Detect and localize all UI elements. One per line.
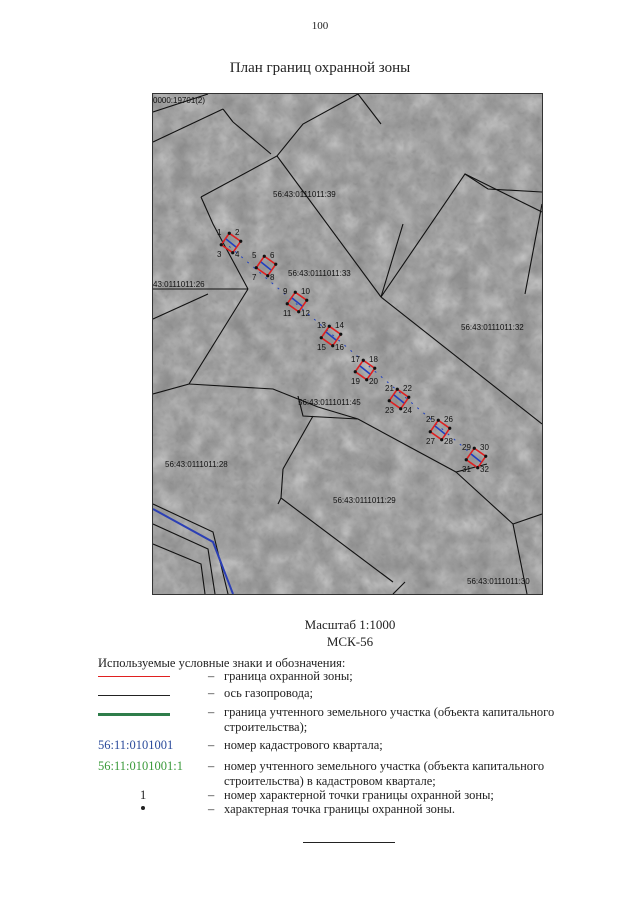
zone-point-number: 3	[217, 250, 222, 259]
zone-point-number: 8	[270, 273, 275, 282]
zone-point-number: 4	[235, 250, 240, 259]
zone-point	[476, 466, 479, 469]
scale-text: Масштаб 1:1000	[304, 617, 396, 632]
parcel-label: 56:43:0111011:30	[467, 577, 530, 586]
zone-point-number: 20	[369, 377, 378, 386]
zone-point-number: 17	[351, 355, 360, 364]
zone-point	[263, 255, 266, 258]
zone-point-number: 5	[252, 251, 257, 260]
zone-point-number: 28	[444, 437, 453, 446]
zone-point	[437, 419, 440, 422]
zone-point	[294, 291, 297, 294]
zone-point	[266, 274, 269, 277]
black-line-symbol	[98, 686, 203, 700]
zone-point-number: 32	[480, 465, 489, 474]
zone-point	[440, 438, 443, 441]
cadastral-map	[152, 93, 543, 595]
bottom-rule	[303, 842, 395, 843]
zone-point	[228, 232, 231, 235]
zone-point-number: 15	[317, 343, 326, 352]
zone-point	[231, 251, 234, 254]
zone-point	[396, 388, 399, 391]
zone-point-number: 30	[480, 443, 489, 452]
zone-point	[465, 458, 468, 461]
parcel-label: 56:43:0111011:28	[165, 460, 228, 469]
zone-point-number: 11	[283, 309, 292, 318]
zone-point-number: 6	[270, 251, 275, 260]
zone-point-number: 26	[444, 415, 453, 424]
zone-point-number: 13	[317, 321, 326, 330]
zone-point-number: 25	[426, 415, 435, 424]
parcel-label: 56:43:0111011:32	[461, 323, 524, 332]
zone-point-number: 10	[301, 287, 310, 296]
coordinate-system: МСК-56	[326, 634, 374, 649]
legend-title: Используемые условные знаки и обозначения:	[98, 656, 346, 670]
parcel-label: 0000:19701(2)	[153, 96, 206, 105]
zone-point-number: 23	[385, 406, 394, 415]
parcel-number-example: 56:11:0101001:1	[98, 759, 183, 773]
zone-point	[484, 455, 487, 458]
page-number: 100	[311, 20, 329, 32]
zone-point	[220, 243, 223, 246]
zone-point-number: 22	[403, 384, 412, 393]
zone-point	[239, 240, 242, 243]
zone-point	[362, 359, 365, 362]
zone-point	[429, 430, 432, 433]
zone-point	[305, 299, 308, 302]
quarter-number-example: 56:11:0101001	[98, 738, 174, 752]
zone-point	[473, 447, 476, 450]
zone-point-number: 2	[235, 228, 240, 237]
zone-point-number: 21	[385, 384, 394, 393]
zone-point	[365, 378, 368, 381]
zone-point	[373, 367, 376, 370]
zone-point-number: 18	[369, 355, 378, 364]
zone-point-number: 31	[462, 465, 471, 474]
zone-point	[274, 263, 277, 266]
point-dot-symbol	[141, 806, 145, 810]
zone-point-number: 9	[283, 287, 288, 296]
zone-point	[354, 370, 357, 373]
parcel-label: 43:0111011:26	[153, 280, 205, 289]
zone-point	[388, 399, 391, 402]
zone-point	[407, 396, 410, 399]
page-title: План границ охранной зоны	[229, 60, 411, 76]
zone-point-number: 12	[301, 309, 310, 318]
zone-point	[255, 266, 258, 269]
zone-point-number: 16	[335, 343, 344, 352]
red-line-symbol	[98, 669, 203, 683]
parcel-label: 56:43:0111011:39	[273, 190, 336, 199]
parcel-label: 56:43:0111011:29	[333, 496, 396, 505]
parcel-label: 56:43:0111011:33	[288, 269, 351, 278]
zone-point	[339, 333, 342, 336]
zone-point-number: 19	[351, 377, 360, 386]
point-number-example: 1	[140, 788, 147, 802]
zone-point-number: 1	[217, 228, 222, 237]
zone-point	[297, 310, 300, 313]
zone-point	[331, 344, 334, 347]
zone-point-number: 27	[426, 437, 435, 446]
zone-point	[320, 336, 323, 339]
zone-point-number: 24	[403, 406, 412, 415]
zone-point-number: 29	[462, 443, 471, 452]
zone-point	[286, 302, 289, 305]
zone-point	[328, 325, 331, 328]
zone-point-number: 7	[252, 273, 257, 282]
parcel-label: 56:43:0111011:45	[298, 398, 361, 407]
zone-point-number: 14	[335, 321, 344, 330]
zone-point	[448, 427, 451, 430]
green-line-symbol	[98, 705, 203, 719]
zone-point	[399, 407, 402, 410]
